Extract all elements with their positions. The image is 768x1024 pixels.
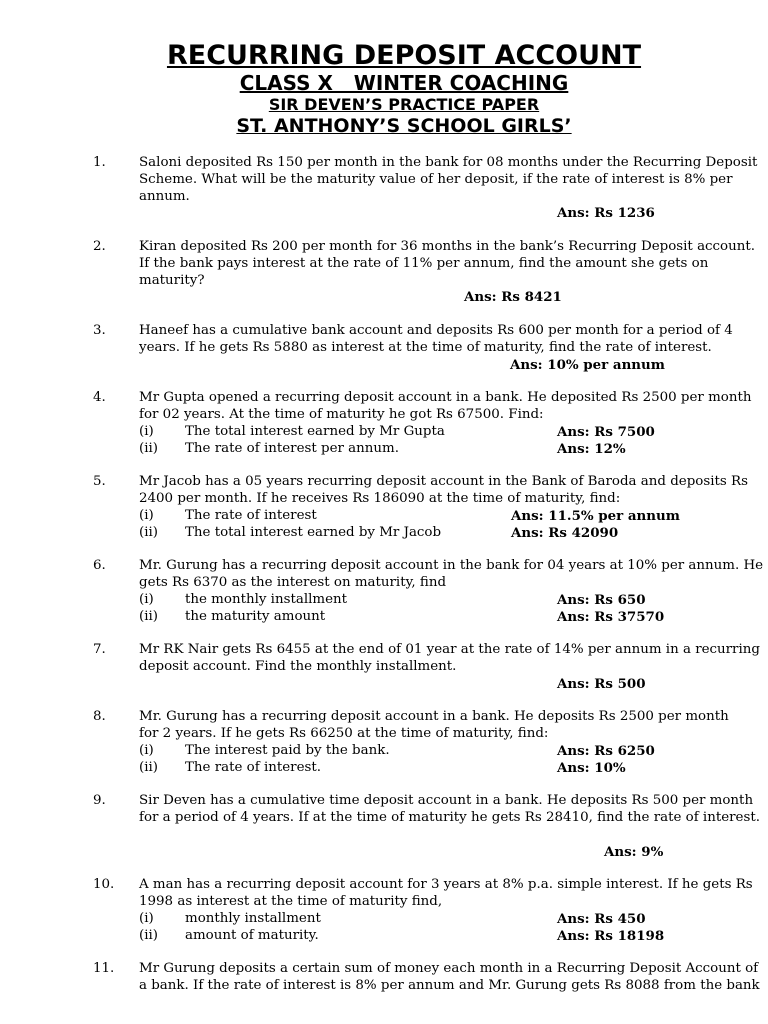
question-number: 5. <box>93 474 106 490</box>
sub-question-text: The rate of interest. <box>185 759 322 775</box>
question-text-line: a bank. If the rate of interest is 8% per annum and Mr. Gurung gets Rs 8088 from the bank <box>139 978 760 994</box>
question-text-line: Sir Deven has a cumulative time deposit account in a bank. He deposits Rs 500 per month <box>139 793 754 809</box>
question-text-line: Mr. Gurung has a recurring deposit account in a bank. He deposits Rs 2500 per month <box>139 709 729 725</box>
question-text-line: Mr. Gurung has a recurring deposit account in the bank for 04 years at 10% per annum. He <box>139 558 764 574</box>
sub-question-text: The total interest earned by Mr Gupta <box>185 423 445 439</box>
question-text-line: annum. <box>139 188 190 204</box>
sub-question <box>139 424 709 441</box>
question-text-line: Mr Gupta opened a recurring deposit account in a bank. He deposited Rs 2500 per month <box>139 390 752 406</box>
answer-row <box>139 205 709 222</box>
sub-question-marker: (i) <box>139 742 154 758</box>
question-item <box>0 961 768 995</box>
question-text-line: Mr Gurung deposits a certain sum of money each month in a Recurring Deposit Account of <box>139 961 759 977</box>
question-text-line: A man has a recurring deposit account for 3 years at 8% p.a. simple interest. If he gets Rs <box>139 877 753 893</box>
question-item <box>0 558 768 625</box>
sub-question-text: monthly installment <box>185 910 321 926</box>
question-item <box>0 239 768 306</box>
question-text-line: 1998 as interest at the time of maturity find, <box>139 894 443 910</box>
answer-label: Ans: 10% <box>557 759 626 776</box>
answer-label: Ans: 12% <box>557 440 626 457</box>
question-body <box>139 322 733 373</box>
question-text-line: years. If he gets Rs 5880 as interest at the time of maturity, find the rate of interest. <box>139 339 712 355</box>
question-item <box>0 155 768 222</box>
question-number: 7. <box>93 642 106 658</box>
sub-question-marker: (ii) <box>139 927 159 943</box>
sub-question-marker: (i) <box>139 910 154 926</box>
question-text-line: for a period of 4 years. If at the time of maturity he gets Rs 28410, find the rate of interest. <box>139 810 760 826</box>
sub-question-text: amount of maturity. <box>185 927 319 943</box>
question-body <box>139 558 764 625</box>
question-item <box>0 793 768 860</box>
question-body <box>139 877 753 944</box>
sub-question-text: the maturity amount <box>185 608 326 624</box>
question-body <box>139 155 758 222</box>
question-text-line: for 2 years. If he gets Rs 66250 at the time of maturity, find: <box>139 726 549 742</box>
question-item <box>0 323 768 373</box>
question-number: 11. <box>93 961 115 977</box>
question-text-line: Scheme. What will be the maturity value of her deposit, if the rate of interest is 8% per <box>139 171 733 187</box>
question-number: 10. <box>93 877 115 893</box>
question-text-line: deposit account. Find the monthly installment. <box>139 658 457 674</box>
sub-question-text: The interest paid by the bank. <box>185 742 390 758</box>
sub-question-text: The rate of interest per annum. <box>185 440 399 456</box>
sub-question <box>139 928 709 945</box>
answer-label: Ans: Rs 8421 <box>464 289 562 306</box>
question-item <box>0 709 768 776</box>
question-number: 9. <box>93 793 106 809</box>
answer-label: Ans: Rs 500 <box>557 675 646 692</box>
document-subtitle: CLASS X WINTER COACHING <box>239 71 569 95</box>
answer-row <box>139 289 709 306</box>
sub-question-marker: (i) <box>139 591 154 607</box>
question-text-line: for 02 years. At the time of maturity he got Rs 67500. Find: <box>139 406 544 422</box>
answer-row <box>139 676 709 693</box>
question-text-line: Mr Jacob has a 05 years recurring deposit account in the Bank of Baroda and deposits Rs <box>139 474 748 490</box>
question-text-line: Haneef has a cumulative bank account and deposits Rs 600 per month for a period of 4 <box>139 322 733 338</box>
sub-question <box>139 911 709 928</box>
question-body <box>139 642 760 692</box>
sub-question <box>139 525 709 542</box>
question-body <box>139 390 752 457</box>
sub-question <box>139 508 709 525</box>
sub-question-marker: (ii) <box>139 524 159 540</box>
sub-question-text: The rate of interest <box>185 507 317 523</box>
question-text-line: gets Rs 6370 as the interest on maturity, find <box>139 574 447 590</box>
question-item <box>0 642 768 692</box>
practice-paper-heading: SIR DEVEN’S PRACTICE PAPER <box>268 95 540 114</box>
question-text-line: Saloni deposited Rs 150 per month in the bank for 08 months under the Recurring Deposit <box>139 155 758 170</box>
answer-label: Ans: Rs 37570 <box>557 608 665 625</box>
answer-label: Ans: 10% per annum <box>510 356 665 373</box>
question-text-line: 2400 per month. If he receives Rs 186090 at the time of maturity, find: <box>139 490 621 506</box>
question-body <box>139 474 748 541</box>
question-number: 2. <box>93 238 106 254</box>
question-body <box>139 793 760 860</box>
question-text-line: If the bank pays interest at the rate of 11% per annum, find the amount she gets on <box>139 255 709 271</box>
answer-label: Ans: Rs 42090 <box>511 524 619 541</box>
question-item <box>0 474 768 541</box>
sub-question-text: The total interest earned by Mr Jacob <box>185 524 442 540</box>
question-number: 3. <box>93 322 106 338</box>
sub-question <box>139 743 709 760</box>
sub-question <box>139 609 709 626</box>
question-body <box>139 709 729 776</box>
answer-label: Ans: Rs 18198 <box>557 927 665 944</box>
sub-question-text: the monthly installment <box>185 591 348 607</box>
sub-question <box>139 441 709 458</box>
sub-question <box>139 592 709 609</box>
answer-label: Ans: 11.5% per annum <box>511 507 680 524</box>
question-item <box>0 390 768 457</box>
answer-label: Ans: 9% <box>604 843 664 860</box>
question-text-line: maturity? <box>139 272 205 288</box>
question-text-line: Kiran deposited Rs 200 per month for 36 months in the bank’s Recurring Deposit account. <box>139 238 755 254</box>
answer-label: Ans: Rs 1236 <box>557 205 655 222</box>
question-number: 1. <box>93 155 106 170</box>
answer-label: Ans: Rs 7500 <box>557 423 655 440</box>
sub-question-marker: (i) <box>139 507 154 523</box>
answer-row <box>139 357 709 374</box>
question-body <box>139 238 755 306</box>
answer-row <box>139 844 709 861</box>
sub-question-marker: (ii) <box>139 608 159 624</box>
question-text-line: Mr RK Nair gets Rs 6455 at the end of 01 year at the rate of 14% per annum in a recurring <box>139 642 760 658</box>
question-number: 6. <box>93 558 106 574</box>
sub-question-marker: (i) <box>139 423 154 439</box>
question-item <box>0 877 768 944</box>
sub-question-marker: (ii) <box>139 440 159 456</box>
sub-question <box>139 760 709 777</box>
question-number: 4. <box>93 390 106 406</box>
question-number: 8. <box>93 709 106 725</box>
document-title: RECURRING DEPOSIT ACCOUNT <box>166 40 642 71</box>
sub-question-marker: (ii) <box>139 759 159 775</box>
question-body <box>139 961 760 995</box>
answer-label: Ans: Rs 650 <box>557 591 646 608</box>
answer-label: Ans: Rs 6250 <box>557 742 655 759</box>
school-heading: ST. ANTHONY’S SCHOOL GIRLS’ <box>236 115 572 137</box>
answer-label: Ans: Rs 450 <box>557 910 646 927</box>
question-list <box>0 155 768 1012</box>
